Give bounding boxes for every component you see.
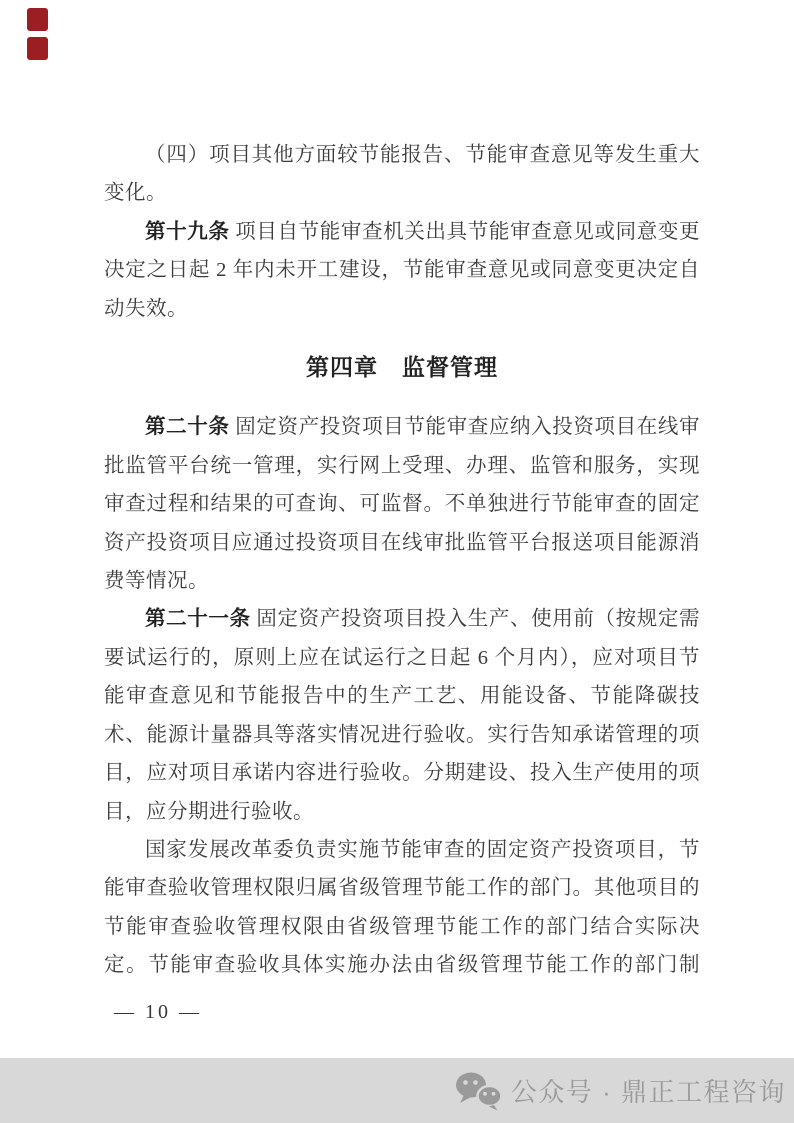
red-corner-mark-bottom xyxy=(27,37,48,60)
text-run: 批监管平台统一管理，实行网上受理、办理、监管和服务，实现 xyxy=(104,454,700,477)
text-run: 变化。 xyxy=(104,182,167,205)
chapter-heading: 第四章 监督管理 xyxy=(306,354,498,381)
text-line xyxy=(104,600,700,638)
text-run: 目，应对项目承诺内容进行验收。分期建设、投入生产使用的项 xyxy=(104,762,700,785)
text-line xyxy=(104,831,700,869)
text-line xyxy=(104,869,700,907)
text-line xyxy=(104,447,700,485)
text-run: 术、能源计量器具等落实情况进行验收。实行告知承诺管理的项 xyxy=(104,723,700,746)
text-run: （四）项目其他方面较节能报告、节能审查意见等发生重大 xyxy=(145,144,700,166)
text-run: 费等情况。 xyxy=(104,570,209,593)
article-number: 第二十一条 xyxy=(145,607,251,631)
document-body xyxy=(104,136,700,985)
text-run: 国家发展改革委负责实施节能审查的固定资产投资项目，节 xyxy=(145,838,700,861)
text-run: 目，应分期进行验收。 xyxy=(104,800,314,823)
text-run: 定。节能审查验收具体实施办法由省级管理节能工作的部门制 xyxy=(104,954,700,977)
text-line xyxy=(104,908,700,946)
text-line xyxy=(104,251,700,289)
text-run: 能审查意见和节能报告中的生产工艺、用能设备、节能降碳技 xyxy=(104,685,700,708)
article-number: 第十九条 xyxy=(145,219,230,243)
text-run: 决定之日起 2 年内未开工建设，节能审查意见或同意变更决定自 xyxy=(104,259,700,282)
text-run: 要试运行的，原则上应在试运行之日起 6 个月内），应对项目节 xyxy=(104,646,700,669)
text-line xyxy=(104,639,700,677)
text-line xyxy=(104,290,700,328)
text-run: 固定资产投资项目节能审查应纳入投资项目在线审 xyxy=(229,416,701,439)
text-line xyxy=(104,524,700,562)
article-number: 第二十条 xyxy=(145,415,230,439)
text-line xyxy=(104,485,700,523)
red-corner-mark-top xyxy=(27,8,48,31)
wechat-icon xyxy=(454,1071,504,1111)
text-line xyxy=(104,946,700,984)
text-run: 项目自节能审查机关出具节能审查意见或同意变更 xyxy=(229,220,701,243)
text-line xyxy=(104,136,700,174)
text-run: 能审查验收管理权限归属省级管理节能工作的部门。其他项目的 xyxy=(104,877,700,900)
text-line xyxy=(104,174,700,212)
text-line xyxy=(104,716,700,754)
page-number: — 10 — xyxy=(114,1001,202,1023)
text-line xyxy=(104,213,700,251)
text-run: 固定资产投资项目投入生产、使用前（按规定需 xyxy=(250,608,701,631)
text-run: 审查过程和结果的可查询、可监督。不单独进行节能审查的固定 xyxy=(104,493,700,516)
text-run: 动失效。 xyxy=(104,297,188,320)
footer-watermark-bar xyxy=(0,1058,794,1123)
text-line xyxy=(104,562,700,600)
watermark-text: 公众号 · 鼎正工程咨询 xyxy=(510,1077,786,1107)
text-line xyxy=(104,408,700,446)
text-run: 资产投资项目应通过投资项目在线审批监管平台报送项目能源消 xyxy=(104,531,700,554)
text-line xyxy=(104,677,700,715)
text-run: 节能审查验收管理权限由省级管理节能工作的部门结合实际决 xyxy=(104,915,700,938)
text-line xyxy=(104,793,700,831)
text-line xyxy=(104,754,700,792)
